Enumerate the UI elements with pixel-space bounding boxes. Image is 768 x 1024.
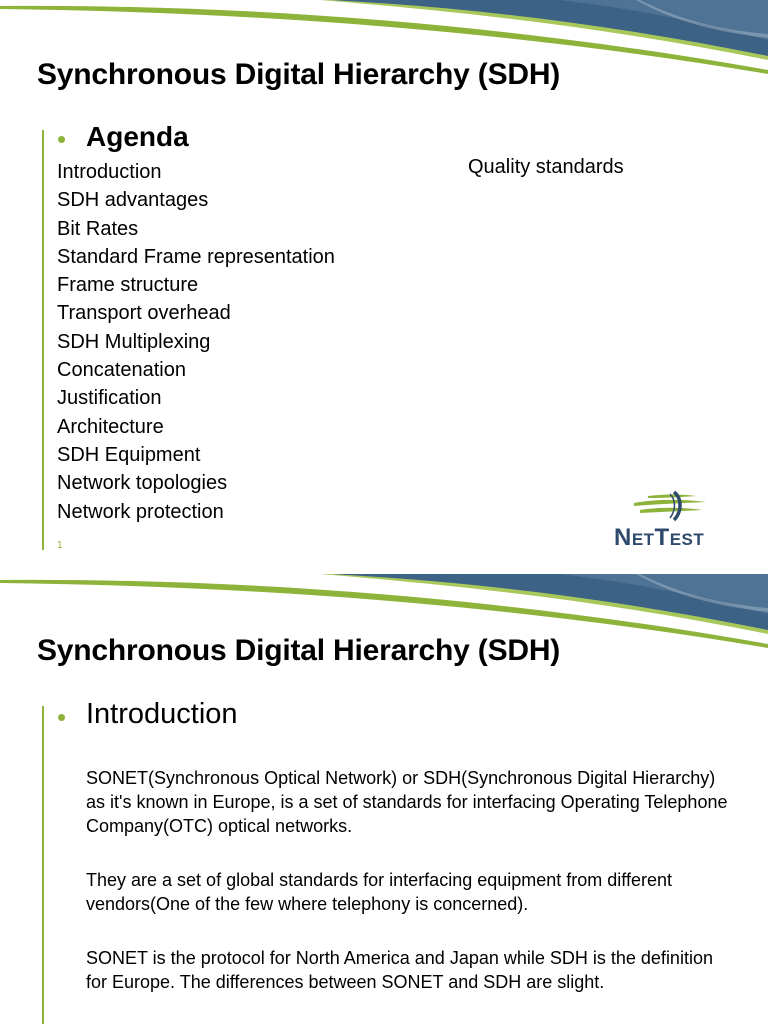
agenda-item: SDH Equipment <box>57 443 201 466</box>
agenda-item: SDH advantages <box>57 189 209 212</box>
agenda-item: Standard Frame representation <box>57 245 335 268</box>
slide-title: Synchronous Digital Hierarchy (SDH) <box>37 634 561 667</box>
agenda-item: Network protection <box>57 500 224 523</box>
agenda-item: Justification <box>57 387 162 410</box>
bullet-dot-icon: • <box>57 124 67 154</box>
agenda-item: Introduction <box>57 161 162 183</box>
bullet-dot-icon: • <box>57 702 67 732</box>
section-heading: Introduction <box>86 698 238 730</box>
page-number: 1 <box>57 540 63 551</box>
agenda-item: Frame structure <box>57 274 199 297</box>
agenda-item: Transport overhead <box>57 302 231 325</box>
intro-paragraph: SONET is the protocol for North America and Japan while SDH is the definition for Europe. The differences between SONET and SDH are slight. <box>86 948 713 992</box>
accent-bar <box>42 130 44 550</box>
nettest-logo-icon <box>634 490 714 524</box>
agenda-item: Concatenation <box>57 359 186 382</box>
slide-2 <box>0 574 768 1024</box>
intro-body <box>86 766 736 1024</box>
agenda-item: SDH Multiplexing <box>57 330 211 353</box>
logo-text: NetTest <box>614 524 705 551</box>
intro-paragraph: They are a set of global standards for interfacing equipment from different vendors(One of the few where telephony is concerned). <box>86 870 672 914</box>
accent-bar <box>42 706 44 1024</box>
agenda-item: Architecture <box>57 415 164 438</box>
agenda-list <box>57 158 335 526</box>
agenda-item-side: Quality standards <box>468 156 624 178</box>
agenda-item: Network topologies <box>57 472 228 495</box>
agenda-heading: Agenda <box>86 121 189 152</box>
nettest-logo <box>612 490 736 554</box>
slide-title: Synchronous Digital Hierarchy (SDH) <box>37 58 561 91</box>
intro-paragraph: SONET(Synchronous Optical Network) or SDH(Synchronous Digital Hierarchy) as it's known in Europe, is a set of standards for interfacing Operating Telephone Company(OTC) optical networks. <box>86 768 728 836</box>
agenda-item: Bit Rates <box>57 217 139 240</box>
